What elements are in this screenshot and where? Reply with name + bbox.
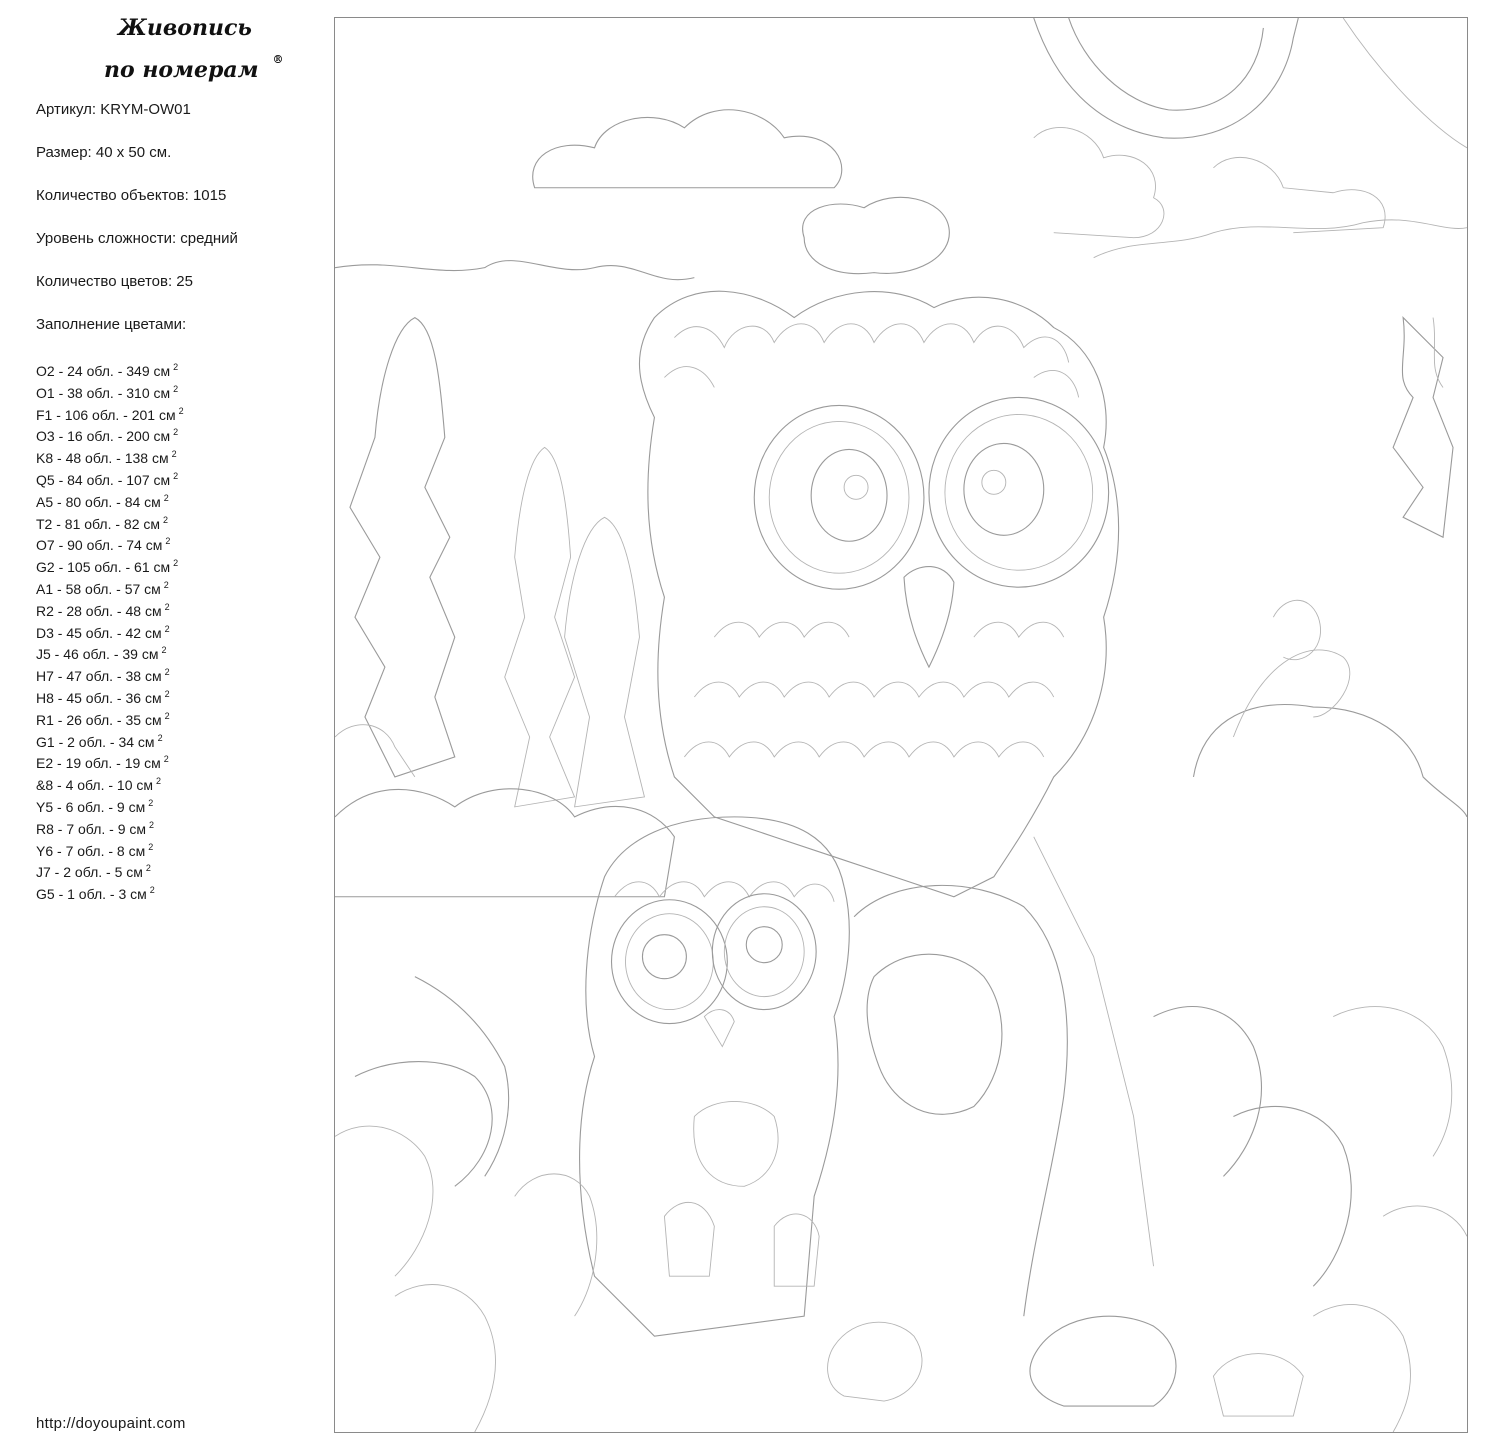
color-row: [36, 662, 184, 684]
objects-count-text: Количество объектов: 1015: [36, 187, 227, 204]
color-row-unit: 2: [163, 492, 169, 503]
website-link[interactable]: http://doyoupaint.com: [36, 1415, 186, 1432]
color-row: [36, 749, 184, 771]
color-row-unit: 2: [173, 427, 179, 438]
color-fill-list: [36, 357, 184, 902]
color-row-unit: 2: [164, 710, 170, 721]
color-row: [36, 510, 184, 532]
color-count-text: Количество цветов: 25: [36, 273, 193, 290]
color-row: [36, 837, 184, 859]
fill-heading: Заполнение цветами:: [36, 316, 187, 333]
color-row-unit: 2: [163, 754, 169, 765]
color-row-unit: 2: [163, 514, 169, 525]
color-row-unit: 2: [149, 885, 155, 896]
color-row: [36, 640, 184, 662]
color-row-text: R2 - 28 обл. - 48 см: [36, 602, 162, 619]
article-text: Артикул: KRYM-OW01: [36, 101, 191, 118]
color-row: [36, 488, 184, 510]
brand-line-1: Живопись: [118, 15, 252, 41]
color-row-unit: 2: [173, 362, 179, 372]
color-row-text: R8 - 7 обл. - 9 см: [36, 820, 146, 837]
color-row-unit: 2: [148, 797, 154, 808]
color-row-unit: 2: [163, 579, 169, 590]
color-row: [36, 728, 184, 750]
color-row: [36, 880, 184, 902]
color-row-text: O1 - 38 обл. - 310 см: [36, 384, 171, 401]
color-row-unit: 2: [156, 776, 162, 787]
color-row-text: D3 - 45 обл. - 42 см: [36, 624, 162, 641]
coloring-canvas: [334, 17, 1468, 1433]
color-row-text: F1 - 106 обл. - 201 см: [36, 406, 176, 423]
brand-logo: [100, 12, 300, 86]
color-row-text: A5 - 80 обл. - 84 см: [36, 493, 161, 510]
color-row: [36, 684, 184, 706]
color-row-text: K8 - 48 обл. - 138 см: [36, 450, 169, 467]
color-row-text: T2 - 81 обл. - 82 см: [36, 515, 161, 532]
color-row: [36, 597, 184, 619]
color-row: [36, 531, 184, 553]
color-row-unit: 2: [173, 383, 179, 394]
color-row-unit: 2: [164, 688, 170, 699]
color-row: [36, 444, 184, 466]
color-row: [36, 357, 184, 379]
color-row-text: H7 - 47 обл. - 38 см: [36, 668, 162, 685]
color-row: [36, 401, 184, 423]
color-row: [36, 793, 184, 815]
color-row-text: O7 - 90 обл. - 74 см: [36, 537, 163, 554]
brand-line-2-text: по номерам: [104, 57, 259, 83]
color-row-unit: 2: [164, 667, 170, 678]
color-row-text: Y5 - 6 обл. - 9 см: [36, 798, 146, 815]
color-row-text: R1 - 26 обл. - 35 см: [36, 711, 162, 728]
color-row-unit: 2: [145, 863, 151, 874]
color-row: [36, 466, 184, 488]
color-row: [36, 858, 184, 880]
color-row-text: J7 - 2 обл. - 5 см: [36, 864, 143, 881]
color-row-unit: 2: [148, 841, 154, 852]
color-row-unit: 2: [173, 470, 179, 481]
owl-outline-drawing: [335, 18, 1467, 1432]
brand-line-2: [104, 44, 300, 86]
color-row: [36, 706, 184, 728]
difficulty-text: Уровень сложности: средний: [36, 230, 238, 247]
color-row-unit: 2: [164, 623, 170, 634]
color-row: [36, 553, 184, 575]
color-row-text: O3 - 16 обл. - 200 см: [36, 428, 171, 445]
color-row-text: G5 - 1 обл. - 3 см: [36, 886, 147, 903]
info-sidebar: [0, 0, 330, 1453]
color-row: [36, 815, 184, 837]
color-row-text: G1 - 2 обл. - 34 см: [36, 733, 155, 750]
color-row: [36, 619, 184, 641]
color-row-unit: 2: [178, 405, 184, 416]
color-row-text: E2 - 19 обл. - 19 см: [36, 755, 161, 772]
color-row-text: Q5 - 84 обл. - 107 см: [36, 471, 171, 488]
color-row-text: J5 - 46 обл. - 39 см: [36, 646, 159, 663]
color-row-text: Y6 - 7 обл. - 8 см: [36, 842, 146, 859]
color-row-unit: 2: [149, 819, 155, 830]
color-row: [36, 422, 184, 444]
color-row-unit: 2: [161, 645, 167, 656]
color-row-text: O2 - 24 обл. - 349 см: [36, 363, 171, 379]
product-info: [36, 100, 238, 358]
color-row-unit: 2: [173, 558, 179, 569]
registered-mark: ®: [272, 53, 284, 66]
size-text: Размер: 40 х 50 см.: [36, 144, 172, 161]
color-row-text: A1 - 58 обл. - 57 см: [36, 580, 161, 597]
color-row-text: G2 - 105 обл. - 61 см: [36, 559, 171, 576]
color-row: [36, 575, 184, 597]
color-row: [36, 771, 184, 793]
color-row-unit: 2: [164, 601, 170, 612]
color-row-text: &8 - 4 обл. - 10 см: [36, 777, 154, 794]
color-row: [36, 379, 184, 401]
color-row-unit: 2: [157, 732, 163, 743]
color-row-unit: 2: [171, 449, 177, 460]
color-row-unit: 2: [165, 536, 171, 547]
color-row-text: H8 - 45 обл. - 36 см: [36, 689, 162, 706]
